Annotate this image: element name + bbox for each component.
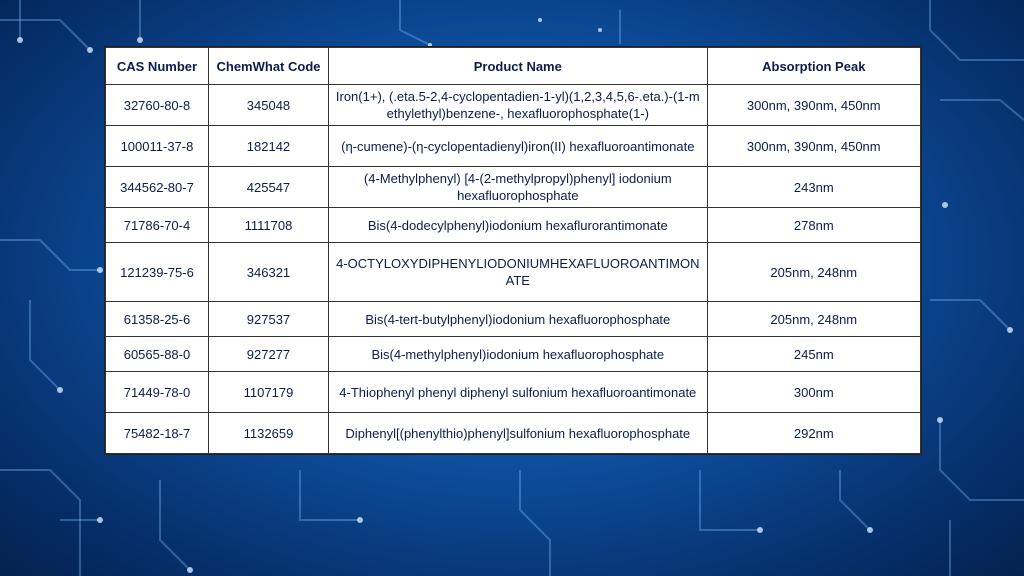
cas-number-cell: 75482-18-7 [106, 413, 209, 454]
absorption-peak-cell: 300nm [707, 372, 920, 413]
chemwhat-code-cell: 182142 [208, 126, 328, 167]
chemwhat-code-cell: 345048 [208, 85, 328, 126]
product-name-cell: (η-cumene)-(η-cyclopentadienyl)iron(II) hexafluoroantimonate [329, 126, 708, 167]
header-absorption-peak: Absorption Peak [707, 48, 920, 85]
cas-number-cell: 60565-88-0 [106, 337, 209, 372]
cas-number-cell: 71449-78-0 [106, 372, 209, 413]
chemwhat-code-cell: 425547 [208, 167, 328, 208]
absorption-peak-cell: 300nm, 390nm, 450nm [707, 85, 920, 126]
product-name-cell: Bis(4-tert-butylphenyl)iodonium hexafluorophosphate [329, 302, 708, 337]
header-cas-number: CAS Number [106, 48, 209, 85]
absorption-peak-cell: 243nm [707, 167, 920, 208]
product-table-container [104, 46, 922, 455]
product-name-cell: 4-Thiophenyl phenyl diphenyl sulfonium hexafluoroantimonate [329, 372, 708, 413]
absorption-peak-cell: 245nm [707, 337, 920, 372]
chemwhat-code-cell: 1107179 [208, 372, 328, 413]
cas-number-cell: 121239-75-6 [106, 243, 209, 302]
chemwhat-code-cell: 1111708 [208, 208, 328, 243]
product-name-cell: Iron(1+), (.eta.5-2,4-cyclopentadien-1-yl)(1,2,3,4,5,6-.eta.)-(1-methylethyl)benzene-, hexafluorophosphate(1-) [329, 85, 708, 126]
absorption-peak-cell: 205nm, 248nm [707, 302, 920, 337]
absorption-peak-cell: 300nm, 390nm, 450nm [707, 126, 920, 167]
table-row [106, 208, 921, 243]
product-name-cell: (4-Methylphenyl) [4-(2-methylpropyl)phenyl] iodonium hexafluorophosphate [329, 167, 708, 208]
absorption-peak-cell: 278nm [707, 208, 920, 243]
product-name-cell: Diphenyl[(phenylthio)phenyl]sulfonium hexafluorophosphate [329, 413, 708, 454]
cas-number-cell: 71786-70-4 [106, 208, 209, 243]
product-name-cell: Bis(4-methylphenyl)iodonium hexafluorophosphate [329, 337, 708, 372]
chemwhat-code-cell: 927537 [208, 302, 328, 337]
chemwhat-code-cell: 1132659 [208, 413, 328, 454]
product-name-cell: Bis(4-dodecylphenyl)iodonium hexaflurorantimonate [329, 208, 708, 243]
absorption-peak-cell: 292nm [707, 413, 920, 454]
chemwhat-code-cell: 927277 [208, 337, 328, 372]
table-header-row [106, 48, 921, 85]
table-row [106, 126, 921, 167]
header-chemwhat-code: ChemWhat Code [208, 48, 328, 85]
header-product-name: Product Name [329, 48, 708, 85]
cas-number-cell: 100011-37-8 [106, 126, 209, 167]
table-row [106, 372, 921, 413]
absorption-peak-cell: 205nm, 248nm [707, 243, 920, 302]
product-name-cell: 4-OCTYLOXYDIPHENYLIODONIUMHEXAFLUOROANTIMONATE [329, 243, 708, 302]
table-row [106, 337, 921, 372]
table-row [106, 85, 921, 126]
table-row [106, 413, 921, 454]
chemwhat-code-cell: 346321 [208, 243, 328, 302]
table-row [106, 167, 921, 208]
cas-number-cell: 344562-80-7 [106, 167, 209, 208]
cas-number-cell: 32760-80-8 [106, 85, 209, 126]
product-table [105, 47, 921, 454]
table-row [106, 243, 921, 302]
table-row [106, 302, 921, 337]
cas-number-cell: 61358-25-6 [106, 302, 209, 337]
